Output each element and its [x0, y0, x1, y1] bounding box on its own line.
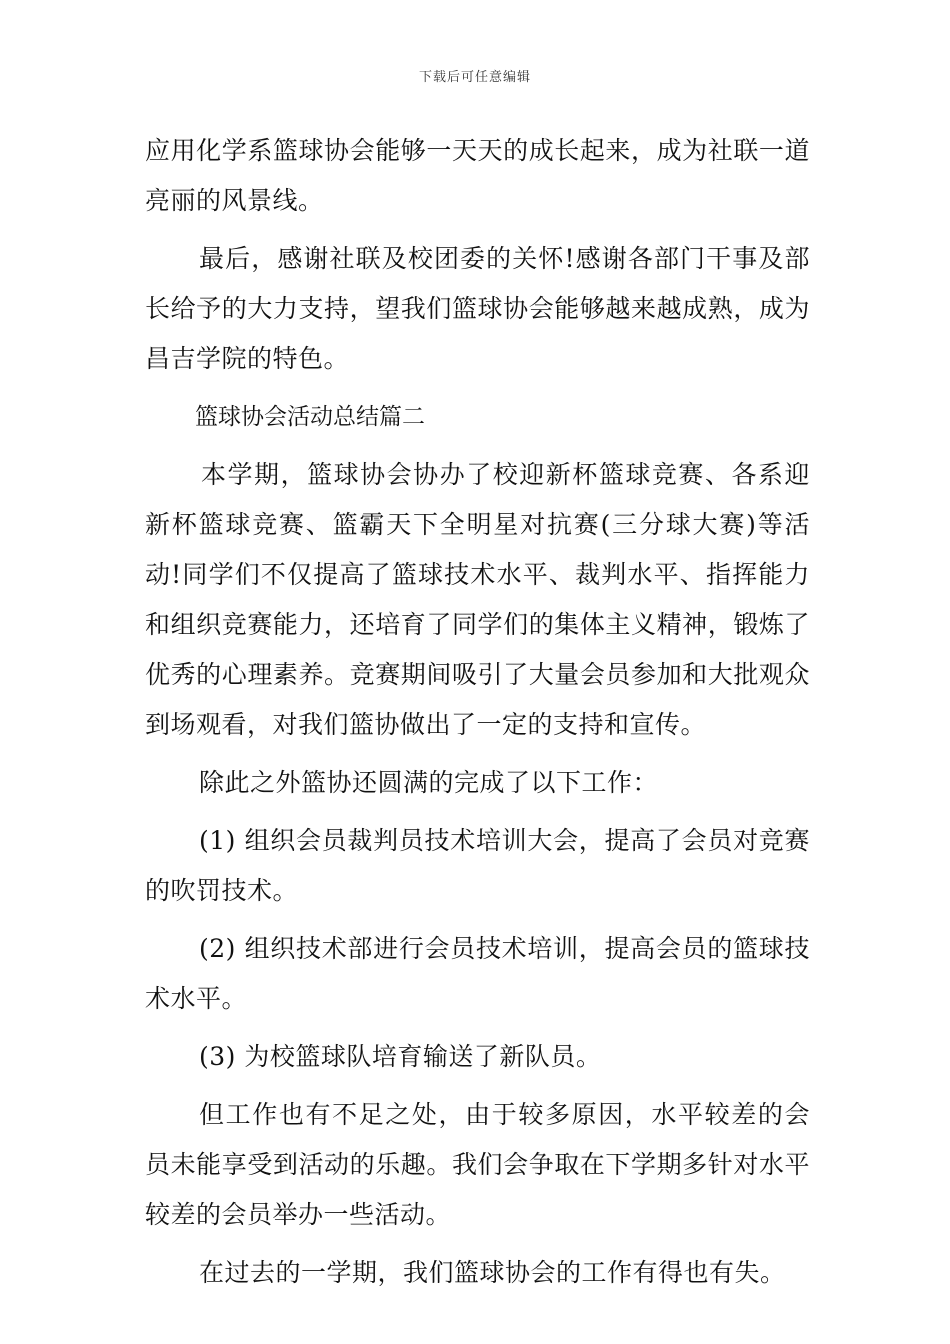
page-header: 下载后可任意编辑 — [418, 70, 531, 85]
paragraph-shortcomings: 但工作也有不足之处，由于较多原因，水平较差的会员未能享受到活动的乐趣。我们会争取在下学期多针对水平较差的会员举办一些活动。 — [145, 1100, 810, 1229]
list-item-3: (3) 为校篮球队培育输送了新队员。 — [199, 1042, 602, 1071]
paragraph-thanks: 最后，感谢社联及校团委的关怀!感谢各部门干事及部长给予的大力支持，望我们篮球协会能够越来越成熟，成为昌吉学院的特色。 — [145, 244, 810, 373]
section-title: 篮球协会活动总结篇二 — [195, 404, 425, 430]
paragraph-semester-summary: 本学期，篮球协会协办了校迎新杯篮球竞赛、各系迎新杯篮球竞赛、篮霸天下全明星对抗赛(三分球大赛)等活动!同学们不仅提高了篮球技术水平、裁判水平、指挥能力和组织竞赛能力，还培育了同学们的集体主义精神，锻炼了优秀的心理素养。竞赛期间吸引了大量会员参加和大批观众到场观看，对我们篮协做出了一定的支持和宣传。 — [145, 460, 810, 739]
paragraph-continued: 应用化学系篮球协会能够一天天的成长起来，成为社联一道亮丽的风景线。 — [145, 136, 810, 215]
list-item-2: (2) 组织技术部进行会员技术培训，提高会员的篮球技术水平。 — [145, 934, 810, 1013]
paragraph-past-semester: 在过去的一学期，我们篮球协会的工作有得也有失。 — [199, 1258, 786, 1287]
list-item-1: (1) 组织会员裁判员技术培训大会，提高了会员对竞赛的吹罚技术。 — [145, 826, 810, 905]
document-body — [145, 126, 810, 1298]
paragraph-besides: 除此之外篮协还圆满的完成了以下工作： — [199, 768, 659, 797]
